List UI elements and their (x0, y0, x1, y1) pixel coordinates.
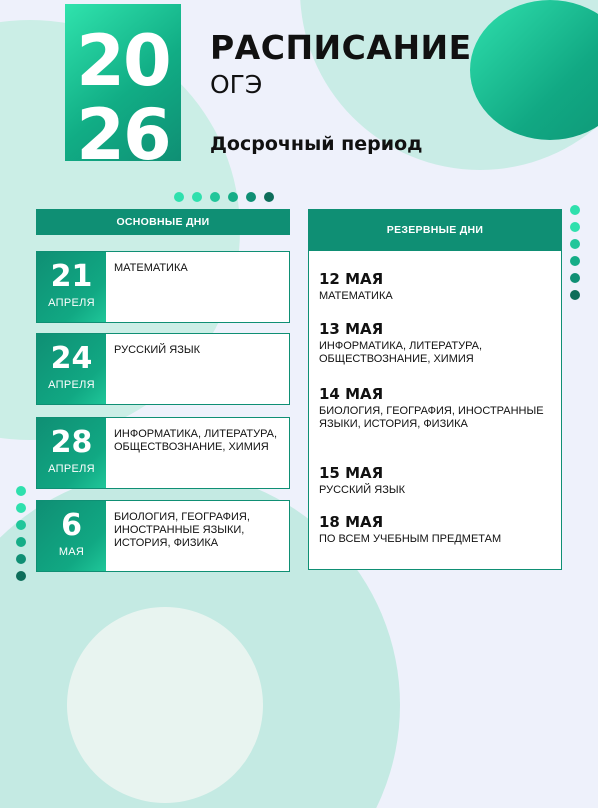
main-days-header: ОСНОВНЫЕ ДНИ (36, 209, 290, 235)
decor-dot (246, 192, 256, 202)
date-badge (37, 334, 106, 404)
exam-subjects: БИОЛОГИЯ, ГЕОГРАФИЯ, ИНОСТРАННЫЕ ЯЗЫКИ, ИСТОРИЯ, ФИЗИКА (114, 511, 250, 549)
decor-dot (210, 192, 220, 202)
reserve-subjects: МАТЕМАТИКА (319, 290, 393, 302)
reserve-subjects: ИНФОРМАТИКА, ЛИТЕРАТУРА, ОБЩЕСТВОЗНАНИЕ, ХИМИЯ (319, 340, 483, 365)
decor-dot (16, 571, 26, 581)
decor-circle (67, 607, 263, 803)
year-bottom: 26 (76, 94, 170, 176)
decor-dot (16, 554, 26, 564)
reserve-days-list (308, 251, 562, 570)
exam-subjects: ИНФОРМАТИКА, ЛИТЕРАТУРА, ОБЩЕСТВОЗНАНИЕ, ХИМИЯ (114, 428, 278, 453)
main-day-row (36, 500, 290, 572)
page-subtitle: ОГЭ (210, 70, 263, 99)
decor-dot (16, 520, 26, 530)
date-month: МАЯ (58, 546, 85, 558)
date-day: 6 (61, 508, 82, 543)
reserve-subjects: ПО ВСЕМ УЧЕБНЫМ ПРЕДМЕТАМ (319, 533, 502, 545)
decor-dot (228, 192, 238, 202)
period-label: Досрочный период (210, 133, 423, 155)
decor-dot (570, 273, 580, 283)
reserve-day-item (319, 386, 554, 431)
date-month: АПРЕЛЯ (48, 297, 95, 309)
exam-subjects: МАТЕМАТИКА (114, 262, 188, 274)
exam-subjects: РУССКИЙ ЯЗЫК (114, 344, 200, 356)
reserve-subjects: РУССКИЙ ЯЗЫК (319, 484, 405, 496)
decor-dot (16, 486, 26, 496)
decor-dot (264, 192, 274, 202)
reserve-days-header: РЕЗЕРВНЫЕ ДНИ (308, 209, 562, 251)
date-month: АПРЕЛЯ (48, 463, 95, 475)
reserve-day-item (319, 465, 554, 497)
reserve-date: 15 МАЯ (319, 464, 384, 482)
date-badge (37, 501, 106, 571)
year-badge (65, 4, 181, 176)
reserve-subjects: БИОЛОГИЯ, ГЕОГРАФИЯ, ИНОСТРАННЫЕ ЯЗЫКИ, ИСТОРИЯ, ФИЗИКА (319, 405, 544, 430)
main-day-row (36, 333, 290, 405)
date-day: 21 (50, 259, 93, 294)
decor-dot (570, 239, 580, 249)
reserve-date: 12 МАЯ (319, 270, 384, 288)
decor-dot (16, 537, 26, 547)
year-top: 20 (76, 20, 170, 102)
date-day: 28 (50, 425, 93, 460)
reserve-day-item (319, 271, 554, 303)
reserve-day-item (319, 321, 554, 366)
decor-dot (570, 205, 580, 215)
decor-dot (192, 192, 202, 202)
date-badge (37, 418, 106, 488)
main-day-row (36, 251, 290, 323)
decor-dot (570, 222, 580, 232)
decor-dot (570, 256, 580, 266)
main-day-row (36, 417, 290, 489)
decor-dot (174, 192, 184, 202)
decor-dot (570, 290, 580, 300)
date-badge (37, 252, 106, 322)
reserve-date: 13 МАЯ (319, 320, 384, 338)
page-title: РАСПИСАНИЕ (210, 28, 472, 67)
date-day: 24 (50, 341, 93, 376)
reserve-day-item (319, 514, 554, 546)
decor-dot (16, 503, 26, 513)
reserve-date: 18 МАЯ (319, 513, 384, 531)
reserve-date: 14 МАЯ (319, 385, 384, 403)
date-month: АПРЕЛЯ (48, 379, 95, 391)
